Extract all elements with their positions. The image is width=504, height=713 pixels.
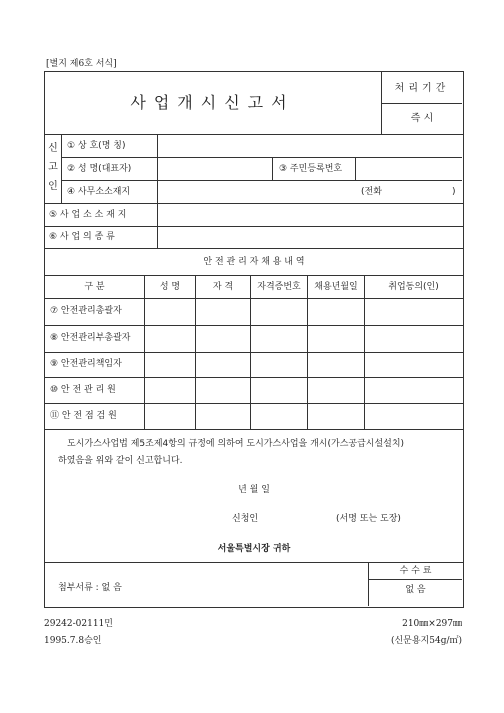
reporter-label-3: 인 [48,181,58,192]
phone-label: (전화 [361,187,382,197]
row-label-safety-inspector: ⑪ 안 전 점 검 원 [50,411,117,421]
business-type-label: ⑥ 사 업 의 종 류 [49,232,115,242]
form-title: 사업개시신고서 [130,93,295,112]
business-location-label: ⑤ 사 업 소 소 재 지 [49,210,127,220]
col-header-category: 구 분 [84,282,105,292]
office-address-label: ④ 사무소소재지 [67,187,131,197]
col-header-hire-date: 채용년월일 [314,282,358,292]
reporter-label-1: 신 [48,143,58,154]
attachments-label: 첨부서류 : 없 음 [58,583,122,593]
business-type-field[interactable] [158,227,462,247]
declaration-line-2: 하였음을 위와 같이 신고합니다. [58,456,183,466]
business-location-field[interactable] [158,204,462,225]
processing-value: 즉 시 [410,113,434,124]
name-field[interactable] [158,158,271,179]
reporter-label-2: 고 [48,162,58,173]
form-code: 29242-02111민 [44,619,113,629]
form-label: [별지 제6호 서식] [46,59,117,69]
approval-date: 1995.7.8승인 [44,636,102,646]
declaration-line-1: 도시가스사업법 제5조제4항의 규정에 의하여 도시가스사업을 개시(가스공급시설설치) [67,439,405,449]
office-address-field[interactable] [158,181,462,202]
safety-section-title: 안 전 관 리 자 채 용 내 역 [203,257,305,267]
addressee: 서울특별시장 귀하 [217,544,291,554]
col-header-consent: 취업동의(인) [388,282,439,292]
declaration-date: 년 월 일 [238,485,270,495]
signature-label: (서명 또는 도장) [336,514,401,524]
row-label-responsible-manager: ⑨ 안전관리책임자 [50,359,122,369]
paper-type: (신문용지54g/㎡) [390,636,462,646]
col-header-license-no: 자격증번호 [257,282,301,292]
col-header-qualification: 자 격 [212,282,234,292]
row-label-general-manager: ⑦ 안전관리총괄자 [50,306,122,316]
trade-name-field[interactable] [158,136,462,156]
resident-no-field[interactable] [356,158,462,179]
row-label-deputy-manager: ⑧ 안전관리부총괄자 [50,333,131,343]
phone-close: ) [452,187,456,197]
processing-label: 처리기간 [394,83,450,94]
fee-value: 없 음 [405,585,426,595]
row-label-safety-officer: ⑩ 안 전 관 리 원 [50,385,116,395]
trade-name-label: ① 상 호(명 칭) [67,141,126,151]
name-label: ② 성 명(대표자) [67,164,132,174]
paper-size: 210㎜×297㎜ [402,619,462,629]
applicant-label: 신청인 [232,514,259,524]
fee-label: 수 수 료 [399,566,432,576]
resident-no-label: ③ 주민등록번호 [279,164,343,174]
col-header-name: 성 명 [159,282,181,292]
